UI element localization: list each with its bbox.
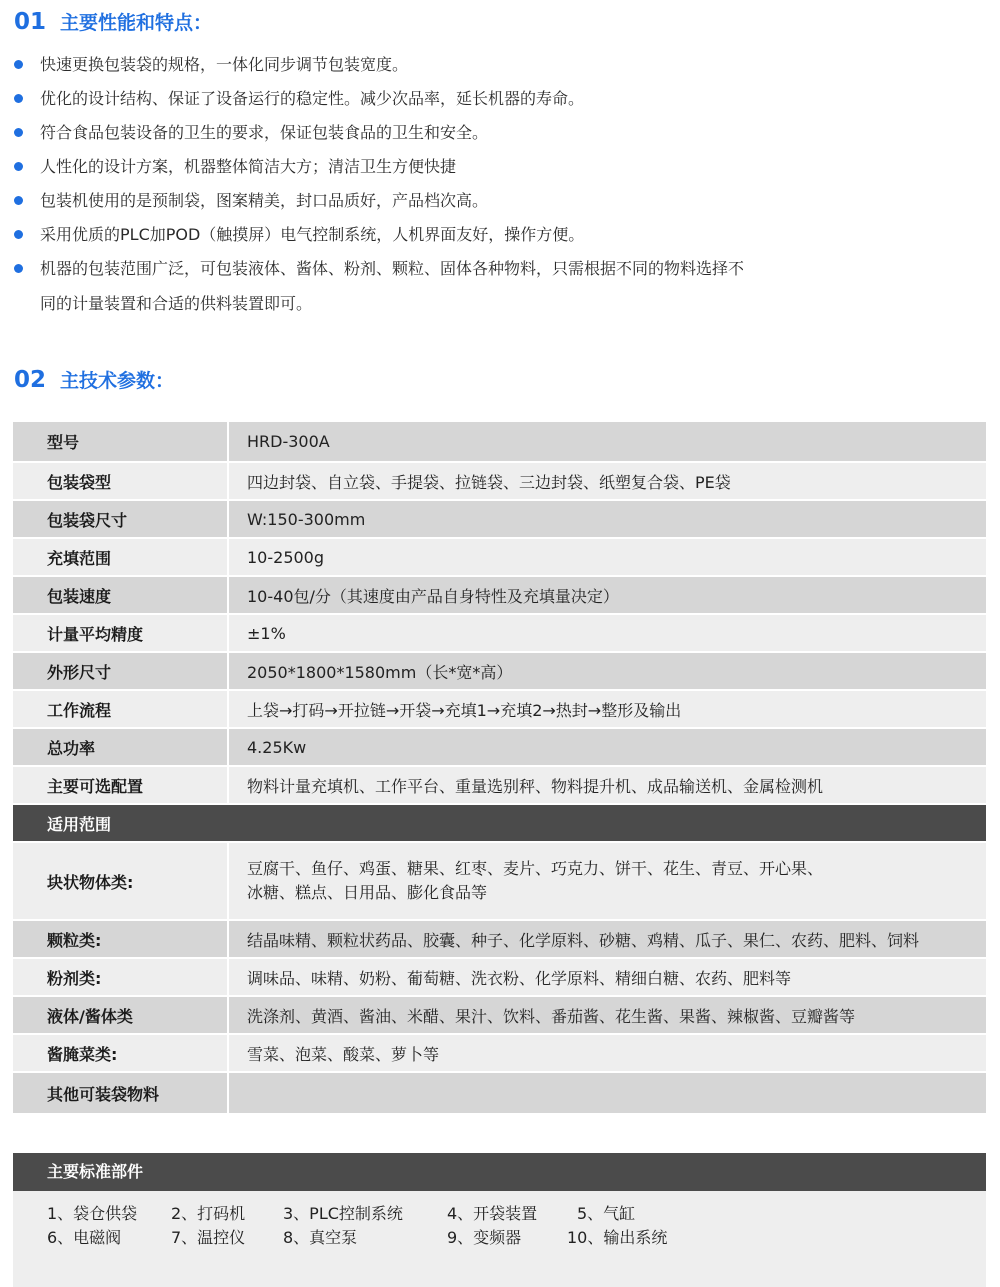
bullet-icon [14,162,23,171]
scope-value: 调味品、味精、奶粉、葡萄糖、洗衣粉、化学原料、精细白糖、农药、肥料等 [228,958,986,996]
feature-item: 采用优质的PLC加POD（触摸屏）电气控制系统，人机界面友好，操作方便。 [14,218,914,252]
spec-value: 四边封袋、自立袋、手提袋、拉链袋、三边封袋、纸塑复合袋、PE袋 [228,462,986,500]
scope-value [228,1072,986,1114]
table-row [13,996,986,1034]
part-item: 4、开袋装置 [447,1204,538,1223]
table-row [13,920,986,958]
spec-value: 上袋→打码→开拉链→开袋→充填1→充填2→热封→整形及输出 [228,690,986,728]
part-item: 2、打码机 [171,1204,246,1223]
feature-item: 符合食品包装设备的卫生的要求，保证包装食品的卫生和安全。 [14,116,914,150]
feature-item: 优化的设计结构、保证了设备运行的稳定性。减少次品率，延长机器的寿命。 [14,82,914,116]
part-item: 9、变频器 [447,1228,522,1247]
section-title: 主技术参数： [60,370,175,392]
scope-header: 适用范围 [13,804,986,842]
spec-value: HRD-300A [228,422,986,462]
spec-value: 物料计量充填机、工作平台、重量选别秤、物料提升机、成品输送机、金属检测机 [228,766,986,804]
spec-table [13,422,986,1115]
spec-key: 包装速度 [13,576,228,614]
scope-value: 结晶味精、颗粒状药品、胶囊、种子、化学原料、砂糖、鸡精、瓜子、果仁、农药、肥料、饲料 [228,920,986,958]
spec-key: 包装袋型 [13,462,228,500]
spec-value: W:150-300mm [228,500,986,538]
scope-key: 酱腌菜类: [13,1034,228,1072]
scope-key: 液体/酱体类 [13,996,228,1034]
standard-parts-panel [13,1153,986,1287]
spec-key: 计量平均精度 [13,614,228,652]
feature-item: 包装机使用的是预制袋，图案精美，封口品质好，产品档次高。 [14,184,914,218]
table-row [13,614,986,652]
part-item: 6、电磁阀 [47,1228,122,1247]
scope-value: 豆腐干、鱼仔、鸡蛋、糖果、红枣、麦片、巧克力、饼干、花生、青豆、开心果、 冰糖、糕点、日用品、膨化食品等 [228,842,986,920]
feature-item: 人性化的设计方案，机器整体简洁大方；清洁卫生方便快捷 [14,150,914,184]
scope-header-row [13,804,986,842]
spec-key: 包装袋尺寸 [13,500,228,538]
bullet-icon [14,128,23,137]
spec-value: 10-40包/分（其速度由产品自身特性及充填量决定） [228,576,986,614]
bullet-icon [14,264,23,273]
table-row [13,690,986,728]
part-item: 1、袋仓供袋 [47,1204,138,1223]
spec-key: 充填范围 [13,538,228,576]
bullet-icon [14,60,23,69]
part-item: 10、输出系统 [567,1228,668,1247]
scope-value: 洗涤剂、黄酒、酱油、米醋、果汁、饮料、番茄酱、花生酱、果酱、辣椒酱、豆瓣酱等 [228,996,986,1034]
table-row [13,958,986,996]
feature-item: 快速更换包装袋的规格，一体化同步调节包装宽度。 [14,48,914,82]
feature-item: 机器的包装范围广泛，可包装液体、酱体、粉剂、颗粒、固体各种物料，只需根据不同的物料选择不 同的计量装置和合适的供料装置即可。 [14,252,914,322]
scope-key: 块状物体类: [13,842,228,920]
scope-key: 其他可装袋物料 [13,1072,228,1114]
section-number: 01 [14,8,47,35]
spec-value: 4.25Kw [228,728,986,766]
scope-value: 雪菜、泡菜、酸菜、萝卜等 [228,1034,986,1072]
bullet-icon [14,230,23,239]
part-item: 7、温控仪 [171,1228,246,1247]
feature-list [14,48,914,322]
spec-key: 型号 [13,422,228,462]
section-heading-features [14,8,212,35]
section-title: 主要性能和特点： [60,12,213,34]
table-row [13,842,986,920]
table-row [13,422,986,462]
bullet-icon [14,196,23,205]
part-item: 3、PLC控制系统 [283,1204,403,1223]
table-row [13,1034,986,1072]
part-item: 8、真空泵 [283,1228,358,1247]
spec-key: 总功率 [13,728,228,766]
spec-value: 2050*1800*1580mm（长*宽*高） [228,652,986,690]
table-row [13,462,986,500]
table-row [13,538,986,576]
parts-title: 主要标准部件 [13,1153,986,1191]
section-heading-specs [14,366,174,393]
spec-key: 外形尺寸 [13,652,228,690]
bullet-icon [14,94,23,103]
scope-key: 颗粒类: [13,920,228,958]
table-row [13,1072,986,1114]
table-row [13,728,986,766]
section-number: 02 [14,366,47,393]
spec-value: 10-2500g [228,538,986,576]
scope-key: 粉剂类: [13,958,228,996]
table-row [13,766,986,804]
parts-grid [13,1191,986,1287]
spec-value: ±1% [228,614,986,652]
table-row [13,500,986,538]
table-row [13,652,986,690]
part-item: 5、气缸 [577,1204,636,1223]
table-row [13,576,986,614]
spec-key: 主要可选配置 [13,766,228,804]
spec-key: 工作流程 [13,690,228,728]
